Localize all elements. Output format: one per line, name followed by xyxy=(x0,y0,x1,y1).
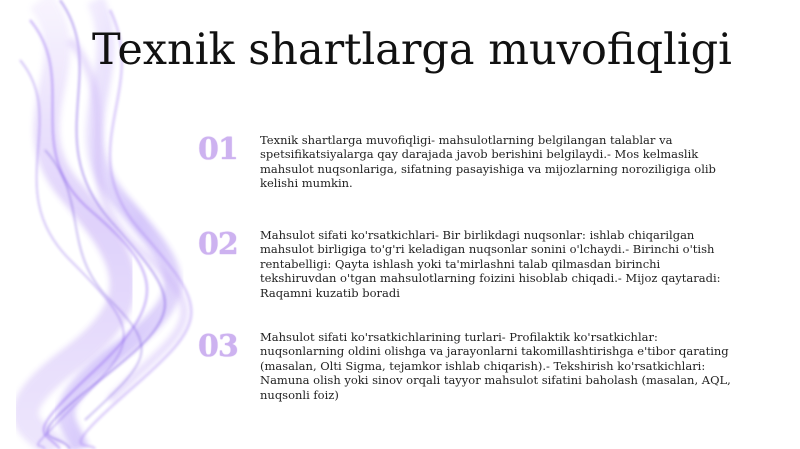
item-text: Mahsulot sifati ko'rsatkichlarining turlari- Profilaktik ko'rsatkichlar: nuqsonlarning oldini olishga va jarayonlarni takomillashtirishga e'tibor qarating (masalan, Olti Sigma, tejamkor ishlab chiqarish).- Tekshirish ko'rsatkichlari: Namuna olish yoki sinov orqali tayyor mahsulot sifatini baholash (masalan, AQL, nuqsonli foiz) xyxy=(260,330,731,402)
item-number: 02 xyxy=(198,227,238,262)
item-number: 03 xyxy=(198,329,238,364)
item-number: 01 xyxy=(198,132,238,167)
item-text: Texnik shartlarga muvofiqligi- mahsulotlarning belgilangan talablar va spetsifikatsiyalarga qay darajada javob berishini belgilaydi.- Mos kelmaslik mahsulot nuqsonlariga, sifatning pasayishiga va mijozlarning noroziligiga olib kelishi mumkin. xyxy=(260,133,716,191)
slide-title: Texnik shartlarga muvofiqligi xyxy=(92,25,732,75)
item-text: Mahsulot sifati ko'rsatkichlari- Bir birlikdagi nuqsonlar: ishlab chiqarilgan mahsulot birligiga to'g'ri keladigan nuqsonlar sonini o'lchaydi.- Birinchi o'tish rentabelligi: Qayta ishlash yoki ta'mirlashni talab qilmasdan birinchi tekshiruvdan o'tgan mahsulotlarning foizini hisoblab chiqadi.- Mijoz qaytaradi: Raqamni kuzatib boradi xyxy=(260,228,721,300)
